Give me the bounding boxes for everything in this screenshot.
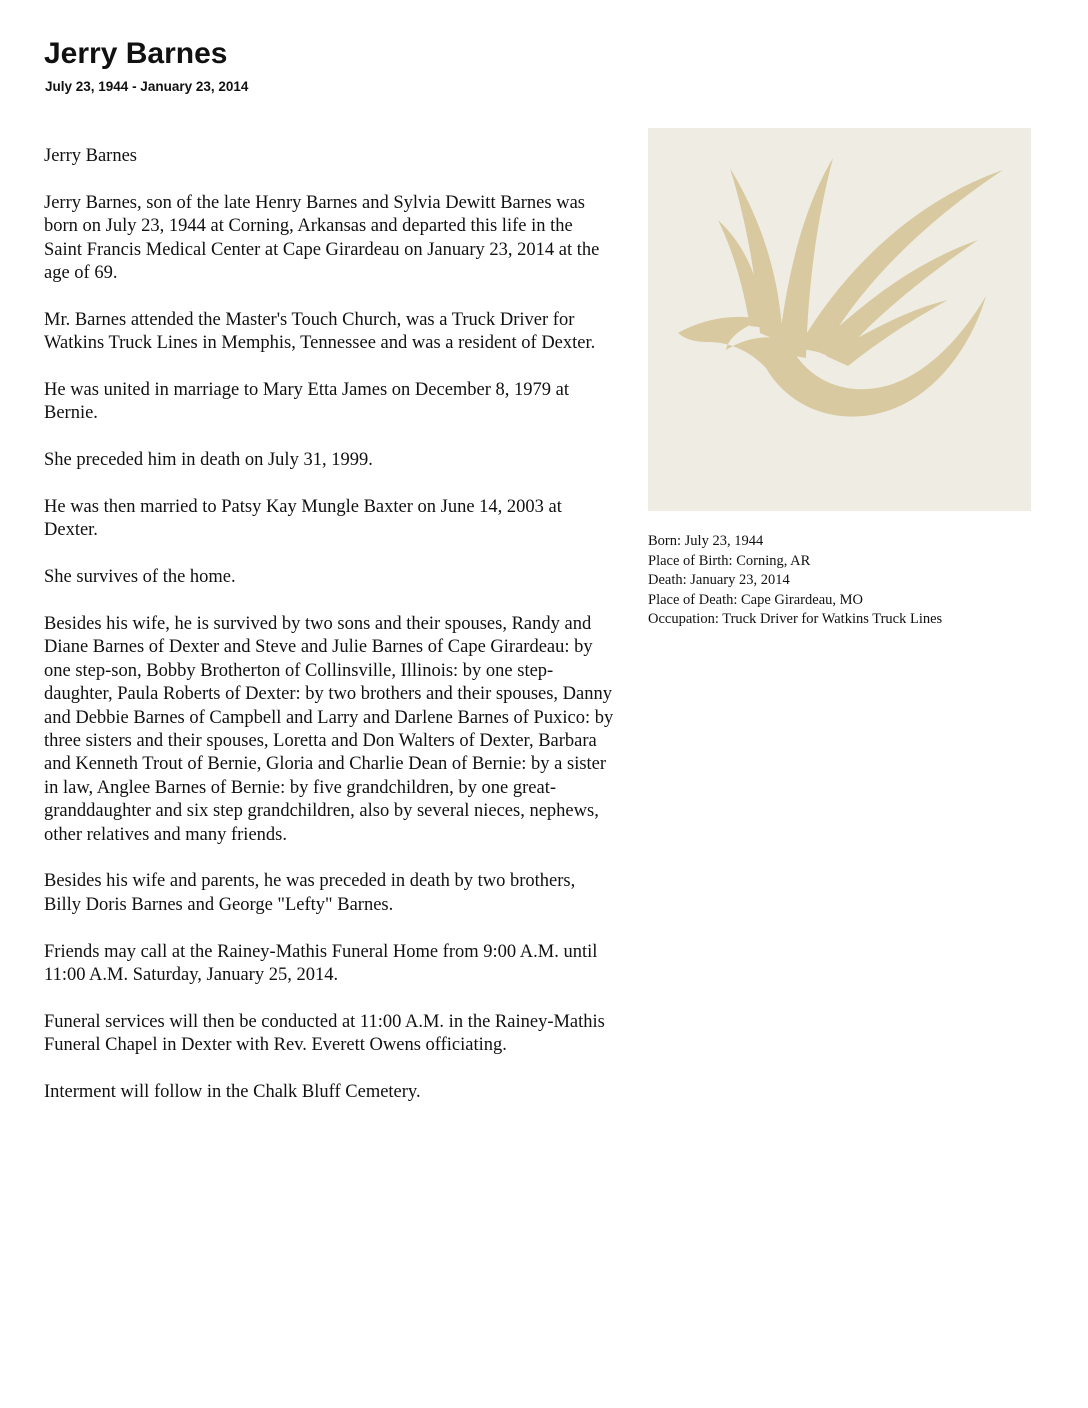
dove-icon: [648, 128, 1031, 511]
obituary-paragraph: She survives of the home.: [44, 567, 236, 588]
memorial-photo: [648, 128, 1031, 511]
fact-born: Born: July 23, 1944: [648, 533, 764, 549]
obituary-paragraph: Friends may call at the Rainey-Mathis Funeral Home from 9:00 A.M. until 11:00 A.M. Saturday, January 25, 2014.: [44, 941, 598, 986]
obituary-paragraph: She preceded him in death on July 31, 1999.: [44, 450, 373, 471]
obituary-paragraph: Jerry Barnes, son of the late Henry Barnes and Sylvia Dewitt Barnes was born on July 23, 1944 at Corning, Arkansas and departed this life in the Saint Francis Medical Center at Cape Girardeau on January 23, 2014 at the age of 69.: [44, 192, 600, 284]
obituary-name-title: Jerry Barnes: [44, 37, 228, 70]
obituary-paragraph: Besides his wife, he is survived by two sons and their spouses, Randy and Diane Barnes of Dexter and Steve and Julie Barnes of Cape Girardeau: by one step-son, Bobby Brotherton of Collinsville, Illinois: by one step-daughter, Paula Roberts of Dexter: by two brothers and their spouses, Danny and Debbie Barnes of Campbell and Larry and Darlene Barnes of Puxico: by three sisters and their spouses, Loretta and Don Walters of Dexter, Barbara and Kenneth Trout of Bernie, Gloria and Charlie Dean of Bernie: by a sister in law, Anglee Barnes of Bernie: by five grandchildren, by one great-granddaughter and six step grandchildren, also by several nieces, nephews, other relatives and many friends.: [44, 614, 614, 845]
life-dates: July 23, 1944 - January 23, 2014: [45, 79, 249, 94]
obituary-paragraph: Jerry Barnes: [44, 146, 137, 166]
obituary-paragraph: Funeral services will then be conducted at 11:00 A.M. in the Rainey-Mathis Funeral Chapel in Dexter with Rev. Everett Owens officiating.: [44, 1011, 605, 1056]
obituary-paragraph: He was then married to Patsy Kay Mungle Baxter on June 14, 2003 at Dexter.: [44, 497, 562, 541]
obituary-paragraph: Interment will follow in the Chalk Bluff Cemetery.: [44, 1082, 421, 1103]
obituary-paragraph: Besides his wife and parents, he was preceded in death by two brothers, Billy Doris Barnes and George "Lefty" Barnes.: [44, 871, 576, 915]
obituary-paragraph: Mr. Barnes attended the Master's Touch Church, was a Truck Driver for Watkins Truck Lines in Memphis, Tennessee and was a resident of Dexter.: [44, 309, 596, 354]
fact-death: Death: January 23, 2014: [648, 572, 790, 588]
vital-facts: [648, 532, 1068, 630]
obituary-body: [44, 145, 614, 1128]
fact-place-of-birth: Place of Birth: Corning, AR: [648, 552, 811, 569]
fact-occupation: Occupation: Truck Driver for Watkins Truck Lines: [648, 611, 943, 627]
obituary-paragraph: He was united in marriage to Mary Etta James on December 8, 1979 at Bernie.: [44, 380, 570, 424]
fact-place-of-death: Place of Death: Cape Girardeau, MO: [648, 591, 864, 608]
